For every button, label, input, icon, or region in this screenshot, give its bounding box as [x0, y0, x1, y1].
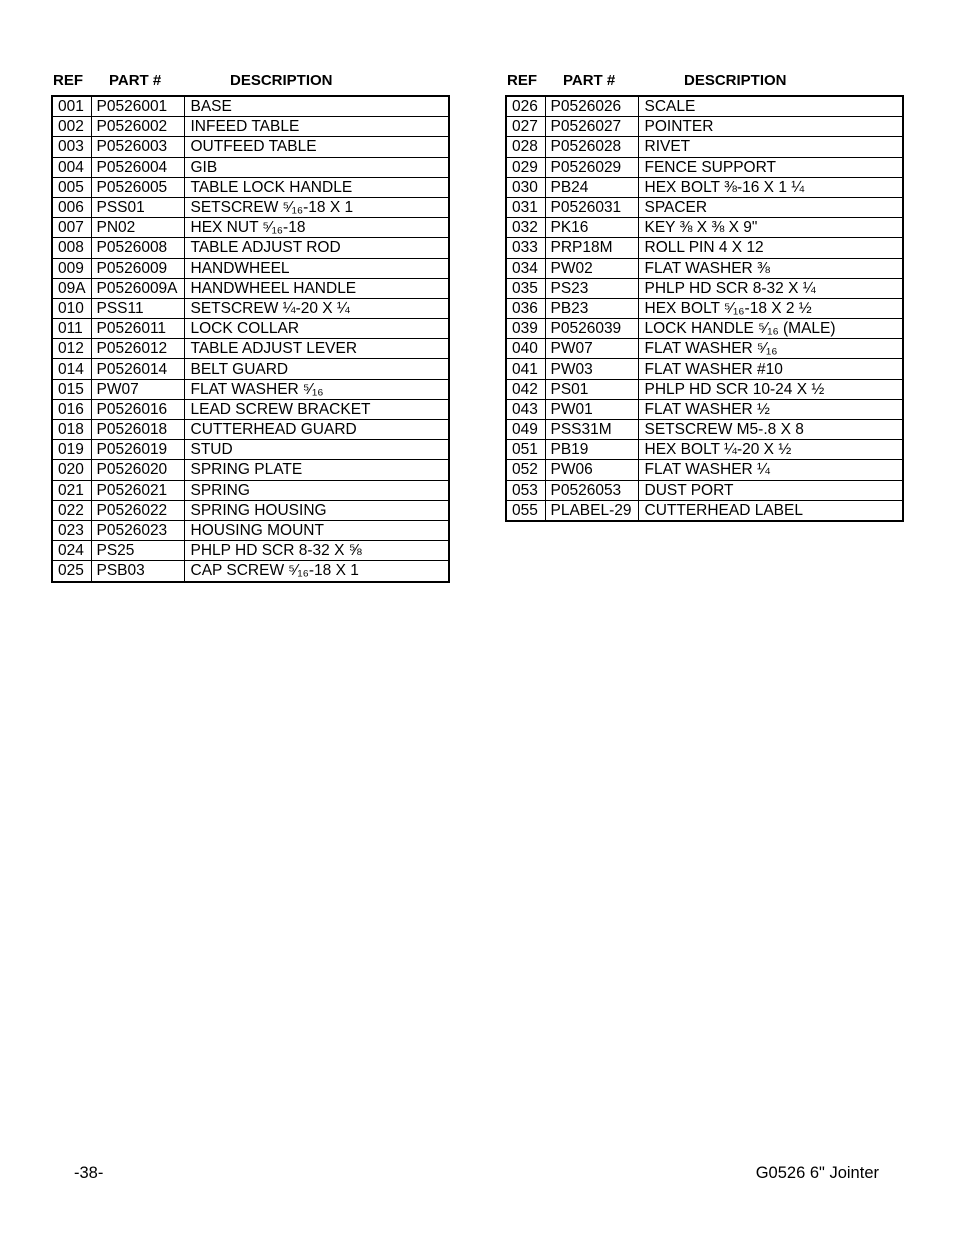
description-cell: FLAT WASHER #10 — [638, 359, 903, 379]
part-number-cell: P0526005 — [91, 177, 184, 197]
part-number-cell: P0526016 — [91, 399, 184, 419]
part-number-cell: PW03 — [545, 359, 638, 379]
part-number-cell: PN02 — [91, 218, 184, 238]
table-row — [52, 339, 449, 359]
ref-cell: 023 — [52, 520, 91, 540]
description-cell: FLAT WASHER ⁵⁄₁₆ — [184, 379, 449, 399]
table-row — [506, 420, 903, 440]
ref-cell: 042 — [506, 379, 545, 399]
ref-cell: 09A — [52, 278, 91, 298]
part-number-cell: P0526028 — [545, 137, 638, 157]
ref-cell: 025 — [52, 561, 91, 582]
ref-cell: 055 — [506, 500, 545, 521]
description-cell: STUD — [184, 440, 449, 460]
description-cell: FLAT WASHER ⅜ — [638, 258, 903, 278]
header-description: DESCRIPTION — [684, 72, 787, 89]
header-part: PART # — [563, 72, 616, 89]
description-cell: BASE — [184, 96, 449, 117]
ref-cell: 009 — [52, 258, 91, 278]
table-row — [506, 339, 903, 359]
table-row — [52, 561, 449, 582]
part-number-cell: P0526029 — [545, 157, 638, 177]
part-number-cell: P0526022 — [91, 500, 184, 520]
ref-cell: 019 — [52, 440, 91, 460]
part-number-cell: PS01 — [545, 379, 638, 399]
description-cell: TABLE LOCK HANDLE — [184, 177, 449, 197]
part-number-cell: PS25 — [91, 541, 184, 561]
part-number-cell: P0526026 — [545, 96, 638, 117]
table-row — [506, 157, 903, 177]
table-row — [52, 460, 449, 480]
description-cell: HEX BOLT ⁵⁄₁₆-18 X 2 ½ — [638, 298, 903, 318]
part-number-cell: PW07 — [91, 379, 184, 399]
description-cell: TABLE ADJUST LEVER — [184, 339, 449, 359]
ref-cell: 018 — [52, 420, 91, 440]
part-number-cell: P0526009 — [91, 258, 184, 278]
part-number-cell: P0526020 — [91, 460, 184, 480]
table-row — [506, 460, 903, 480]
table-row — [52, 137, 449, 157]
table-row — [506, 399, 903, 419]
part-number-cell: P0526031 — [545, 197, 638, 217]
description-cell: CAP SCREW ⁵⁄₁₆-18 X 1 — [184, 561, 449, 582]
ref-cell: 010 — [52, 298, 91, 318]
description-cell: POINTER — [638, 117, 903, 137]
description-cell: CUTTERHEAD LABEL — [638, 500, 903, 521]
part-number-cell: P0526004 — [91, 157, 184, 177]
ref-cell: 024 — [52, 541, 91, 561]
ref-cell: 030 — [506, 177, 545, 197]
ref-cell: 022 — [52, 500, 91, 520]
part-number-cell: P0526001 — [91, 96, 184, 117]
left-parts-table — [51, 95, 450, 583]
ref-cell: 051 — [506, 440, 545, 460]
ref-cell: 052 — [506, 460, 545, 480]
ref-cell: 020 — [52, 460, 91, 480]
description-cell: LEAD SCREW BRACKET — [184, 399, 449, 419]
part-number-cell: PS23 — [545, 278, 638, 298]
right-column-headers — [505, 71, 902, 95]
table-row — [52, 520, 449, 540]
part-number-cell: PW07 — [545, 339, 638, 359]
ref-cell: 031 — [506, 197, 545, 217]
description-cell: TABLE ADJUST ROD — [184, 238, 449, 258]
right-parts-table — [505, 95, 904, 522]
part-number-cell: PB19 — [545, 440, 638, 460]
ref-cell: 004 — [52, 157, 91, 177]
table-row — [52, 278, 449, 298]
description-cell: OUTFEED TABLE — [184, 137, 449, 157]
part-number-cell: P0526053 — [545, 480, 638, 500]
ref-cell: 014 — [52, 359, 91, 379]
description-cell: HEX BOLT ⅜-16 X 1 ¼ — [638, 177, 903, 197]
part-number-cell: PB24 — [545, 177, 638, 197]
ref-cell: 029 — [506, 157, 545, 177]
table-row — [52, 96, 449, 117]
part-number-cell: P0526019 — [91, 440, 184, 460]
header-ref: REF — [53, 72, 83, 89]
table-row — [52, 157, 449, 177]
ref-cell: 007 — [52, 218, 91, 238]
header-description: DESCRIPTION — [230, 72, 333, 89]
table-row — [52, 197, 449, 217]
ref-cell: 040 — [506, 339, 545, 359]
part-number-cell: PB23 — [545, 298, 638, 318]
description-cell: DUST PORT — [638, 480, 903, 500]
description-cell: SETSCREW M5-.8 X 8 — [638, 420, 903, 440]
ref-cell: 003 — [52, 137, 91, 157]
table-row — [52, 177, 449, 197]
ref-cell: 035 — [506, 278, 545, 298]
description-cell: BELT GUARD — [184, 359, 449, 379]
ref-cell: 027 — [506, 117, 545, 137]
part-number-cell: PW06 — [545, 460, 638, 480]
description-cell: FLAT WASHER ¼ — [638, 460, 903, 480]
table-row — [52, 420, 449, 440]
ref-cell: 036 — [506, 298, 545, 318]
ref-cell: 002 — [52, 117, 91, 137]
part-number-cell: PRP18M — [545, 238, 638, 258]
part-number-cell: P0526002 — [91, 117, 184, 137]
part-number-cell: P0526009A — [91, 278, 184, 298]
ref-cell: 011 — [52, 319, 91, 339]
description-cell: SETSCREW ⁵⁄₁₆-18 X 1 — [184, 197, 449, 217]
ref-cell: 021 — [52, 480, 91, 500]
ref-cell: 008 — [52, 238, 91, 258]
table-row — [52, 480, 449, 500]
part-number-cell: P0526003 — [91, 137, 184, 157]
part-number-cell: PK16 — [545, 218, 638, 238]
table-row — [506, 359, 903, 379]
description-cell: SPACER — [638, 197, 903, 217]
table-row — [52, 500, 449, 520]
ref-cell: 039 — [506, 319, 545, 339]
part-number-cell: P0526027 — [545, 117, 638, 137]
table-row — [506, 500, 903, 521]
ref-cell: 016 — [52, 399, 91, 419]
ref-cell: 053 — [506, 480, 545, 500]
description-cell: HANDWHEEL — [184, 258, 449, 278]
description-cell: SPRING HOUSING — [184, 500, 449, 520]
table-row — [506, 96, 903, 117]
table-row — [52, 298, 449, 318]
part-number-cell: PW01 — [545, 399, 638, 419]
part-number-cell: P0526011 — [91, 319, 184, 339]
left-column-headers — [51, 71, 448, 95]
description-cell: PHLP HD SCR 10-24 X ½ — [638, 379, 903, 399]
part-number-cell: PSS11 — [91, 298, 184, 318]
part-number-cell: PSS31M — [545, 420, 638, 440]
table-row — [52, 218, 449, 238]
table-row — [506, 480, 903, 500]
ref-cell: 034 — [506, 258, 545, 278]
table-row — [52, 379, 449, 399]
model-name: G0526 6" Jointer — [755, 1164, 879, 1182]
part-number-cell: P0526021 — [91, 480, 184, 500]
ref-cell: 033 — [506, 238, 545, 258]
part-number-cell: P0526008 — [91, 238, 184, 258]
description-cell: SPRING PLATE — [184, 460, 449, 480]
description-cell: SETSCREW ¼-20 X ¼ — [184, 298, 449, 318]
ref-cell: 012 — [52, 339, 91, 359]
ref-cell: 041 — [506, 359, 545, 379]
description-cell: HOUSING MOUNT — [184, 520, 449, 540]
table-row — [506, 117, 903, 137]
part-number-cell: P0526012 — [91, 339, 184, 359]
description-cell: GIB — [184, 157, 449, 177]
part-number-cell: PW02 — [545, 258, 638, 278]
description-cell: INFEED TABLE — [184, 117, 449, 137]
table-row — [52, 238, 449, 258]
page-number: -38- — [74, 1164, 104, 1182]
description-cell: PHLP HD SCR 8-32 X ⅝ — [184, 541, 449, 561]
description-cell: KEY ⅜ X ⅜ X 9" — [638, 218, 903, 238]
ref-cell: 049 — [506, 420, 545, 440]
part-number-cell: PSS01 — [91, 197, 184, 217]
ref-cell: 001 — [52, 96, 91, 117]
ref-cell: 043 — [506, 399, 545, 419]
description-cell: CUTTERHEAD GUARD — [184, 420, 449, 440]
table-row — [506, 177, 903, 197]
description-cell: PHLP HD SCR 8-32 X ¼ — [638, 278, 903, 298]
table-row — [52, 258, 449, 278]
ref-cell: 032 — [506, 218, 545, 238]
part-number-cell: P0526023 — [91, 520, 184, 540]
part-number-cell: P0526014 — [91, 359, 184, 379]
table-row — [52, 541, 449, 561]
description-cell: HEX NUT ⁵⁄₁₆-18 — [184, 218, 449, 238]
ref-cell: 006 — [52, 197, 91, 217]
table-row — [52, 440, 449, 460]
description-cell: ROLL PIN 4 X 12 — [638, 238, 903, 258]
part-number-cell: P0526039 — [545, 319, 638, 339]
description-cell: LOCK COLLAR — [184, 319, 449, 339]
part-number-cell: P0526018 — [91, 420, 184, 440]
table-row — [506, 440, 903, 460]
ref-cell: 028 — [506, 137, 545, 157]
description-cell: FLAT WASHER ⁵⁄₁₆ — [638, 339, 903, 359]
table-row — [506, 137, 903, 157]
table-row — [506, 197, 903, 217]
part-number-cell: PLABEL-29 — [545, 500, 638, 521]
table-row — [506, 218, 903, 238]
part-number-cell: PSB03 — [91, 561, 184, 582]
ref-cell: 026 — [506, 96, 545, 117]
description-cell: FLAT WASHER ½ — [638, 399, 903, 419]
description-cell: RIVET — [638, 137, 903, 157]
description-cell: FENCE SUPPORT — [638, 157, 903, 177]
description-cell: HEX BOLT ¼-20 X ½ — [638, 440, 903, 460]
ref-cell: 005 — [52, 177, 91, 197]
table-row — [52, 399, 449, 419]
description-cell: LOCK HANDLE ⁵⁄₁₆ (MALE) — [638, 319, 903, 339]
table-row — [52, 359, 449, 379]
table-row — [52, 117, 449, 137]
table-row — [506, 319, 903, 339]
table-row — [506, 238, 903, 258]
table-row — [506, 258, 903, 278]
description-cell: SPRING — [184, 480, 449, 500]
ref-cell: 015 — [52, 379, 91, 399]
description-cell: HANDWHEEL HANDLE — [184, 278, 449, 298]
header-part: PART # — [109, 72, 162, 89]
description-cell: SCALE — [638, 96, 903, 117]
header-ref: REF — [507, 72, 537, 89]
table-row — [506, 298, 903, 318]
table-row — [506, 278, 903, 298]
table-row — [52, 319, 449, 339]
left-parts-list — [51, 71, 448, 583]
table-row — [506, 379, 903, 399]
right-parts-list — [505, 71, 902, 522]
